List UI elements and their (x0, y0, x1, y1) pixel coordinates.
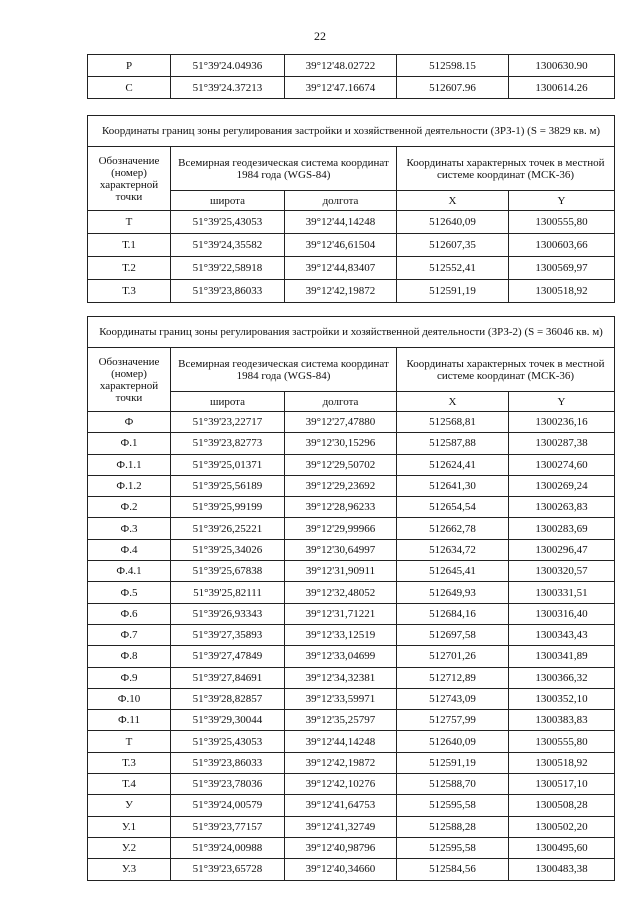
zrz2-table-title: Координаты границ зоны регулирования застройки и хозяйственной деятельности (ЗРЗ-2) (S = 36046 кв. м) (88, 317, 615, 348)
x-coordinate-cell: 512607.96 (397, 77, 509, 99)
table-row (88, 518, 615, 539)
x-coordinate-cell: 512587,88 (397, 433, 509, 454)
latitude-cell: 51°39'25,67838 (171, 561, 285, 582)
point-designation-cell: У.2 (88, 837, 171, 858)
table-row (88, 497, 615, 518)
y-coordinate-cell: 1300343,43 (509, 624, 615, 645)
latitude-cell: 51°39'23,86033 (171, 280, 285, 303)
latitude-cell: 51°39'24,00579 (171, 795, 285, 816)
table-row (88, 752, 615, 773)
longitude-cell: 39°12'40,34660 (285, 859, 397, 880)
coordinates-table-continuation (87, 54, 615, 99)
longitude-cell: 39°12'44,14248 (285, 211, 397, 234)
latitude-cell: 51°39'24,00988 (171, 837, 285, 858)
y-coordinate-cell: 1300236,16 (509, 412, 615, 433)
y-coordinate-cell: 1300352,10 (509, 688, 615, 709)
longitude-cell: 39°12'31,71221 (285, 603, 397, 624)
y-coordinate-cell: 1300269,24 (509, 475, 615, 496)
table-row (88, 688, 615, 709)
table-row (88, 603, 615, 624)
latitude-cell: 51°39'24.37213 (171, 77, 285, 99)
zrz2-coordinates-table (87, 316, 615, 881)
y-coordinate-cell: 1300483,38 (509, 859, 615, 880)
longitude-cell: 39°12'44,14248 (285, 731, 397, 752)
longitude-cell: 39°12'34,32381 (285, 667, 397, 688)
latitude-cell: 51°39'25,99199 (171, 497, 285, 518)
y-coordinate-cell: 1300274,60 (509, 454, 615, 475)
x-coordinate-cell: 512662,78 (397, 518, 509, 539)
x-coordinate-cell: 512595,58 (397, 837, 509, 858)
x-coordinate-cell: 512641,30 (397, 475, 509, 496)
zrz1-header-wgs84: Всемирная геодезическая система координат 1984 года (WGS-84) (171, 147, 397, 191)
zrz1-header-designation: Обозначение (номер) характерной точки (88, 147, 171, 211)
point-designation-cell: Ф.1 (88, 433, 171, 454)
x-coordinate-cell: 512640,09 (397, 211, 509, 234)
point-designation-cell: Ф.2 (88, 497, 171, 518)
x-coordinate-cell: 512598.15 (397, 55, 509, 77)
longitude-cell: 39°12'29,99966 (285, 518, 397, 539)
x-coordinate-cell: 512588,28 (397, 816, 509, 837)
x-coordinate-cell: 512712,89 (397, 667, 509, 688)
latitude-cell: 51°39'23,86033 (171, 752, 285, 773)
zrz2-header-y: Y (509, 392, 615, 412)
point-designation-cell: Р (88, 55, 171, 77)
x-coordinate-cell: 512568,81 (397, 412, 509, 433)
latitude-cell: 51°39'24.04936 (171, 55, 285, 77)
zrz1-header-longitude: долгота (285, 191, 397, 211)
table-row (88, 475, 615, 496)
longitude-cell: 39°12'41,32749 (285, 816, 397, 837)
longitude-cell: 39°12'31,90911 (285, 561, 397, 582)
latitude-cell: 51°39'25,43053 (171, 211, 285, 234)
x-coordinate-cell: 512701,26 (397, 646, 509, 667)
y-coordinate-cell: 1300331,51 (509, 582, 615, 603)
point-designation-cell: Т.3 (88, 280, 171, 303)
x-coordinate-cell: 512654,54 (397, 497, 509, 518)
y-coordinate-cell: 1300283,69 (509, 518, 615, 539)
zrz2-header-designation: Обозначение (номер) характерной точки (88, 348, 171, 412)
table-row (88, 731, 615, 752)
latitude-cell: 51°39'25,34026 (171, 539, 285, 560)
table-row (88, 234, 615, 257)
table-row (88, 561, 615, 582)
table-row (88, 539, 615, 560)
longitude-cell: 39°12'29,23692 (285, 475, 397, 496)
table-row (88, 667, 615, 688)
point-designation-cell: У.1 (88, 816, 171, 837)
x-coordinate-cell: 512624,41 (397, 454, 509, 475)
y-coordinate-cell: 1300603,66 (509, 234, 615, 257)
longitude-cell: 39°12'42,19872 (285, 280, 397, 303)
point-designation-cell: Ф.9 (88, 667, 171, 688)
latitude-cell: 51°39'24,35582 (171, 234, 285, 257)
table-row (88, 774, 615, 795)
x-coordinate-cell: 512595,58 (397, 795, 509, 816)
point-designation-cell: У.3 (88, 859, 171, 880)
zrz1-coordinates-table (87, 115, 615, 303)
x-coordinate-cell: 512645,41 (397, 561, 509, 582)
latitude-cell: 51°39'27,47849 (171, 646, 285, 667)
zrz2-header-latitude: широта (171, 392, 285, 412)
x-coordinate-cell: 512757,99 (397, 710, 509, 731)
point-designation-cell: С (88, 77, 171, 99)
point-designation-cell: Ф.7 (88, 624, 171, 645)
point-designation-cell: Ф.3 (88, 518, 171, 539)
zrz2-header-longitude: долгота (285, 392, 397, 412)
longitude-cell: 39°12'32,48052 (285, 582, 397, 603)
longitude-cell: 39°12'42,19872 (285, 752, 397, 773)
x-coordinate-cell: 512640,09 (397, 731, 509, 752)
longitude-cell: 39°12'44,83407 (285, 257, 397, 280)
point-designation-cell: Ф.11 (88, 710, 171, 731)
zrz1-rows (88, 211, 615, 303)
table-row (88, 624, 615, 645)
latitude-cell: 51°39'25,82111 (171, 582, 285, 603)
x-coordinate-cell: 512584,56 (397, 859, 509, 880)
point-designation-cell: Т (88, 731, 171, 752)
y-coordinate-cell: 1300287,38 (509, 433, 615, 454)
y-coordinate-cell: 1300630.90 (509, 55, 615, 77)
table-row (88, 454, 615, 475)
table-row (88, 710, 615, 731)
x-coordinate-cell: 512588,70 (397, 774, 509, 795)
longitude-cell: 39°12'30,15296 (285, 433, 397, 454)
latitude-cell: 51°39'25,56189 (171, 475, 285, 496)
longitude-cell: 39°12'33,59971 (285, 688, 397, 709)
longitude-cell: 39°12'27,47880 (285, 412, 397, 433)
point-designation-cell: У (88, 795, 171, 816)
longitude-cell: 39°12'28,96233 (285, 497, 397, 518)
point-designation-cell: Ф.1.1 (88, 454, 171, 475)
zrz1-header-x: X (397, 191, 509, 211)
latitude-cell: 51°39'23,78036 (171, 774, 285, 795)
page-number: 22 (314, 29, 326, 43)
point-designation-cell: Ф.1.2 (88, 475, 171, 496)
longitude-cell: 39°12'41,64753 (285, 795, 397, 816)
point-designation-cell: Ф.10 (88, 688, 171, 709)
table-row (88, 582, 615, 603)
table-row (88, 257, 615, 280)
zrz1-header-msk36: Координаты характерных точек в местной системе координат (МСК-36) (397, 147, 615, 191)
continuation-rows (88, 55, 615, 99)
longitude-cell: 39°12'42,10276 (285, 774, 397, 795)
latitude-cell: 51°39'23,82773 (171, 433, 285, 454)
y-coordinate-cell: 1300569,97 (509, 257, 615, 280)
y-coordinate-cell: 1300366,32 (509, 667, 615, 688)
longitude-cell: 39°12'33,12519 (285, 624, 397, 645)
longitude-cell: 39°12'40,98796 (285, 837, 397, 858)
zrz1-header-y: Y (509, 191, 615, 211)
y-coordinate-cell: 1300316,40 (509, 603, 615, 624)
point-designation-cell: Т.4 (88, 774, 171, 795)
latitude-cell: 51°39'28,82857 (171, 688, 285, 709)
zrz2-header-x: X (397, 392, 509, 412)
point-designation-cell: Ф (88, 412, 171, 433)
y-coordinate-cell: 1300263,83 (509, 497, 615, 518)
table-row (88, 837, 615, 858)
point-designation-cell: Ф.8 (88, 646, 171, 667)
point-designation-cell: Т.1 (88, 234, 171, 257)
y-coordinate-cell: 1300555,80 (509, 211, 615, 234)
latitude-cell: 51°39'25,43053 (171, 731, 285, 752)
y-coordinate-cell: 1300502,20 (509, 816, 615, 837)
x-coordinate-cell: 512743,09 (397, 688, 509, 709)
table-row (88, 646, 615, 667)
point-designation-cell: Ф.4 (88, 539, 171, 560)
y-coordinate-cell: 1300508,28 (509, 795, 615, 816)
y-coordinate-cell: 1300518,92 (509, 280, 615, 303)
latitude-cell: 51°39'25,01371 (171, 454, 285, 475)
x-coordinate-cell: 512634,72 (397, 539, 509, 560)
table-row (88, 816, 615, 837)
y-coordinate-cell: 1300517,10 (509, 774, 615, 795)
longitude-cell: 39°12'33,04699 (285, 646, 397, 667)
y-coordinate-cell: 1300341,89 (509, 646, 615, 667)
x-coordinate-cell: 512697,58 (397, 624, 509, 645)
x-coordinate-cell: 512649,93 (397, 582, 509, 603)
zrz2-header-wgs84: Всемирная геодезическая система координат 1984 года (WGS-84) (171, 348, 397, 392)
x-coordinate-cell: 512591,19 (397, 752, 509, 773)
latitude-cell: 51°39'23,22717 (171, 412, 285, 433)
latitude-cell: 51°39'22,58918 (171, 257, 285, 280)
zrz1-table-title: Координаты границ зоны регулирования застройки и хозяйственной деятельности (ЗРЗ-1) (S = 3829 кв. м) (88, 116, 615, 147)
latitude-cell: 51°39'26,25221 (171, 518, 285, 539)
point-designation-cell: Ф.4.1 (88, 561, 171, 582)
table-row (88, 280, 615, 303)
zrz2-rows (88, 412, 615, 881)
table-row (88, 77, 615, 99)
latitude-cell: 51°39'27,84691 (171, 667, 285, 688)
longitude-cell: 39°12'48.02722 (285, 55, 397, 77)
zrz2-header-msk36: Координаты характерных точек в местной системе координат (МСК-36) (397, 348, 615, 392)
longitude-cell: 39°12'30,64997 (285, 539, 397, 560)
point-designation-cell: Т.2 (88, 257, 171, 280)
y-coordinate-cell: 1300320,57 (509, 561, 615, 582)
y-coordinate-cell: 1300555,80 (509, 731, 615, 752)
point-designation-cell: Ф.5 (88, 582, 171, 603)
longitude-cell: 39°12'35,25797 (285, 710, 397, 731)
latitude-cell: 51°39'26,93343 (171, 603, 285, 624)
y-coordinate-cell: 1300518,92 (509, 752, 615, 773)
latitude-cell: 51°39'23,65728 (171, 859, 285, 880)
x-coordinate-cell: 512684,16 (397, 603, 509, 624)
point-designation-cell: Т (88, 211, 171, 234)
longitude-cell: 39°12'47.16674 (285, 77, 397, 99)
point-designation-cell: Т.3 (88, 752, 171, 773)
latitude-cell: 51°39'27,35893 (171, 624, 285, 645)
table-row (88, 55, 615, 77)
table-row (88, 211, 615, 234)
y-coordinate-cell: 1300495,60 (509, 837, 615, 858)
y-coordinate-cell: 1300296,47 (509, 539, 615, 560)
table-row (88, 859, 615, 880)
table-row (88, 412, 615, 433)
table-row (88, 433, 615, 454)
zrz1-header-latitude: широта (171, 191, 285, 211)
y-coordinate-cell: 1300383,83 (509, 710, 615, 731)
latitude-cell: 51°39'23,77157 (171, 816, 285, 837)
x-coordinate-cell: 512607,35 (397, 234, 509, 257)
longitude-cell: 39°12'46,61504 (285, 234, 397, 257)
point-designation-cell: Ф.6 (88, 603, 171, 624)
y-coordinate-cell: 1300614.26 (509, 77, 615, 99)
latitude-cell: 51°39'29,30044 (171, 710, 285, 731)
longitude-cell: 39°12'29,50702 (285, 454, 397, 475)
table-row (88, 795, 615, 816)
x-coordinate-cell: 512552,41 (397, 257, 509, 280)
x-coordinate-cell: 512591,19 (397, 280, 509, 303)
